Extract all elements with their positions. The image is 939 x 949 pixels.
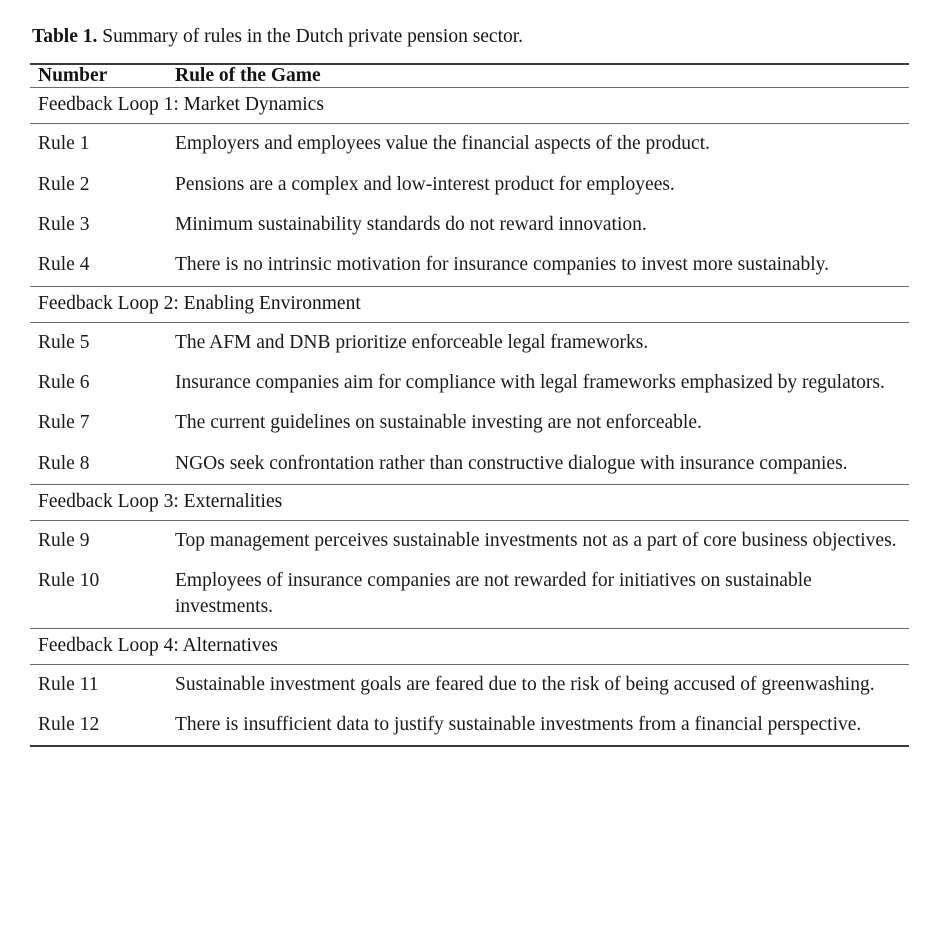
- table-row: [30, 124, 909, 165]
- table-row: [30, 403, 909, 443]
- group-header-row: [30, 286, 909, 322]
- rule-text: The current guidelines on sustainable investing are not enforceable.: [175, 412, 702, 434]
- column-header-rule: Rule of the Game: [175, 64, 909, 88]
- table-row: [30, 322, 909, 363]
- group-title: Feedback Loop 1: Market Dynamics: [30, 88, 909, 124]
- rules-table: [30, 63, 909, 747]
- table-header-row: [30, 64, 909, 88]
- group-title: Feedback Loop 4: Alternatives: [30, 628, 909, 664]
- rule-number: Rule 2: [38, 173, 90, 195]
- rule-text: NGOs seek confrontation rather than constructive dialogue with insurance companies.: [175, 444, 909, 485]
- rule-text: Employers and employees value the financial aspects of the product.: [175, 133, 710, 155]
- rule-text: There is no intrinsic motivation for insurance companies to invest more sustainably.: [175, 245, 909, 286]
- group-title: Feedback Loop 3: Externalities: [30, 484, 909, 520]
- table-row: [30, 705, 909, 746]
- rule-text: Sustainable investment goals are feared due to the risk of being accused of greenwashing.: [175, 673, 875, 695]
- group-header-row: [30, 628, 909, 664]
- rule-number: Rule 11: [38, 673, 99, 695]
- rule-number: Rule 1: [38, 133, 90, 155]
- rule-number: Rule 12: [30, 705, 175, 746]
- table-caption: [32, 24, 909, 49]
- table-row: [30, 245, 909, 286]
- rule-number: Rule 7: [38, 412, 90, 434]
- table-row: [30, 165, 909, 205]
- table-row: [30, 363, 909, 403]
- table-row: [30, 205, 909, 245]
- table-caption-text: Summary of rules in the Dutch private pension sector.: [102, 26, 524, 47]
- rule-number: Rule 6: [38, 371, 90, 393]
- rule-number: Rule 9: [38, 529, 90, 551]
- rule-number: Rule 4: [30, 245, 175, 286]
- rule-text: Pensions are a complex and low-interest product for employees.: [175, 173, 675, 195]
- table-row: [30, 520, 909, 561]
- rule-text: There is insufficient data to justify sustainable investments from a financial perspective.: [175, 705, 909, 746]
- group-title: Feedback Loop 2: Enabling Environment: [30, 286, 909, 322]
- rule-text: The AFM and DNB prioritize enforceable legal frameworks.: [175, 331, 649, 353]
- rule-number: Rule 3: [38, 213, 90, 235]
- rule-number: Rule 5: [38, 331, 90, 353]
- column-header-number: Number: [30, 64, 175, 88]
- rule-number: Rule 10: [30, 561, 175, 628]
- table-row: [30, 664, 909, 705]
- rule-text: Insurance companies aim for compliance with legal frameworks emphasized by regulators.: [175, 371, 885, 393]
- table-row: [30, 561, 909, 628]
- group-header-row: [30, 484, 909, 520]
- table-row: [30, 444, 909, 485]
- table-caption-label: Table 1.: [32, 26, 98, 47]
- rule-text: Top management perceives sustainable investments not as a part of core business objectives.: [175, 529, 897, 551]
- rule-text: Employees of insurance companies are not rewarded for initiatives on sustainable investments.: [175, 561, 909, 628]
- rule-number: Rule 8: [30, 444, 175, 485]
- group-header-row: [30, 88, 909, 124]
- rule-text: Minimum sustainability standards do not reward innovation.: [175, 213, 647, 235]
